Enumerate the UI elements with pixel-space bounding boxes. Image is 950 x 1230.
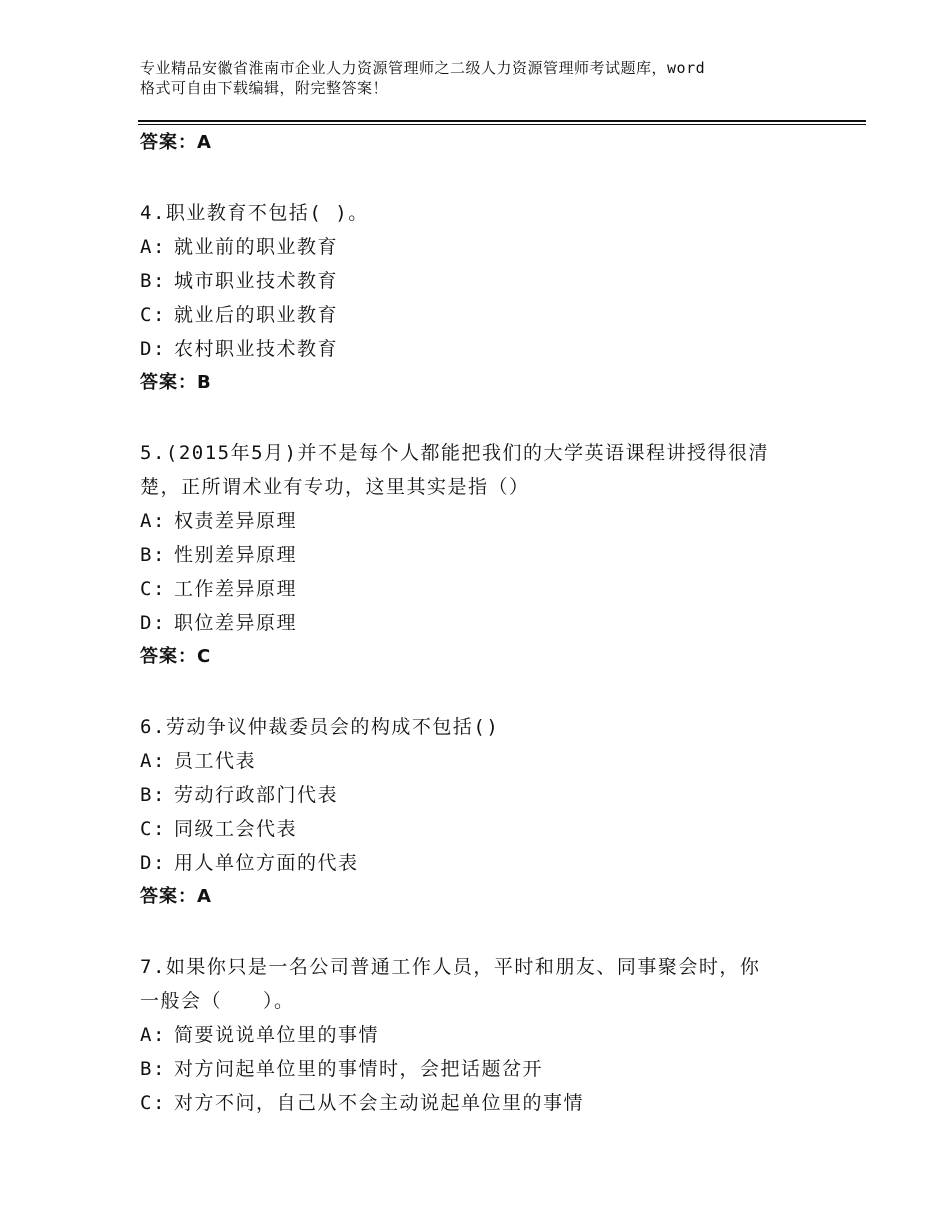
document-header xyxy=(140,58,840,98)
question-stem-line: 5.(2015年5月)并不是每个人都能把我们的大学英语课程讲授得很清 xyxy=(140,442,769,464)
option-text: 城市职业技术教育 xyxy=(174,270,339,292)
answer-line: 答案：C xyxy=(140,646,212,667)
question-stem xyxy=(140,436,840,504)
option-key: B: xyxy=(140,544,166,566)
option-key: B: xyxy=(140,270,166,292)
option-key: D: xyxy=(140,612,166,634)
answer-line: 答案：A xyxy=(140,886,212,907)
option-key: B: xyxy=(140,1058,166,1080)
option-key: A: xyxy=(140,236,166,258)
option-a xyxy=(140,230,840,264)
option-key: C: xyxy=(140,1092,166,1114)
option-key: A: xyxy=(140,750,166,772)
question-stem xyxy=(140,950,840,1018)
header-line-2: 格式可自由下载编辑，附完整答案！ xyxy=(140,79,389,97)
option-text: 职位差异原理 xyxy=(174,612,298,634)
option-key: A: xyxy=(140,510,166,532)
option-text: 对方不问，自己从不会主动说起单位里的事情 xyxy=(174,1092,585,1114)
question-stem-line: 楚，正所谓术业有专功，这里其实是指（） xyxy=(140,476,530,498)
option-b xyxy=(140,778,840,812)
option-b xyxy=(140,538,840,572)
divider-thin-line xyxy=(138,124,866,125)
question-stem xyxy=(140,196,840,230)
question-item xyxy=(140,914,840,1120)
option-key: A: xyxy=(140,1024,166,1046)
option-text: 工作差异原理 xyxy=(174,578,298,600)
answer-line: 答案：B xyxy=(140,372,212,393)
option-text: 对方问起单位里的事情时，会把话题岔开 xyxy=(174,1058,544,1080)
option-key: D: xyxy=(140,338,166,360)
option-c xyxy=(140,572,840,606)
option-text: 就业后的职业教育 xyxy=(174,304,339,326)
option-d xyxy=(140,606,840,640)
option-key: D: xyxy=(140,852,166,874)
question-stem-line: 4.职业教育不包括( )。 xyxy=(140,202,369,224)
option-text: 劳动行政部门代表 xyxy=(174,784,339,806)
option-text: 性别差异原理 xyxy=(174,544,298,566)
question-stem-line: 6.劳动争议仲裁委员会的构成不包括() xyxy=(140,716,500,738)
question-list xyxy=(140,126,840,1120)
option-a xyxy=(140,744,840,778)
option-d xyxy=(140,332,840,366)
option-key: B: xyxy=(140,784,166,806)
header-line-1: 专业精品安徽省淮南市企业人力资源管理师之二级人力资源管理师考试题库，word xyxy=(140,59,706,77)
question-item xyxy=(140,400,840,674)
option-key: C: xyxy=(140,578,166,600)
divider-thick-line xyxy=(138,120,866,122)
option-text: 权责差异原理 xyxy=(174,510,298,532)
option-c xyxy=(140,298,840,332)
option-c xyxy=(140,812,840,846)
option-text: 员工代表 xyxy=(174,750,257,772)
option-text: 简要说说单位里的事情 xyxy=(174,1024,380,1046)
option-text: 就业前的职业教育 xyxy=(174,236,339,258)
option-text: 农村职业技术教育 xyxy=(174,338,339,360)
question-item xyxy=(140,674,840,914)
question-stem-line: 7.如果你只是一名公司普通工作人员，平时和朋友、同事聚会时，你 xyxy=(140,956,761,978)
question-stem xyxy=(140,710,840,744)
option-b xyxy=(140,264,840,298)
question-item xyxy=(140,160,840,400)
option-d xyxy=(140,846,840,880)
option-text: 用人单位方面的代表 xyxy=(174,852,359,874)
question-stem-line: 一般会（ ）。 xyxy=(140,990,295,1012)
answer-line: 答案：A xyxy=(140,132,212,153)
header-divider xyxy=(138,120,866,125)
option-key: C: xyxy=(140,818,166,840)
option-a xyxy=(140,1018,840,1052)
option-key: C: xyxy=(140,304,166,326)
option-text: 同级工会代表 xyxy=(174,818,298,840)
option-b xyxy=(140,1052,840,1086)
option-a xyxy=(140,504,840,538)
option-c xyxy=(140,1086,840,1120)
